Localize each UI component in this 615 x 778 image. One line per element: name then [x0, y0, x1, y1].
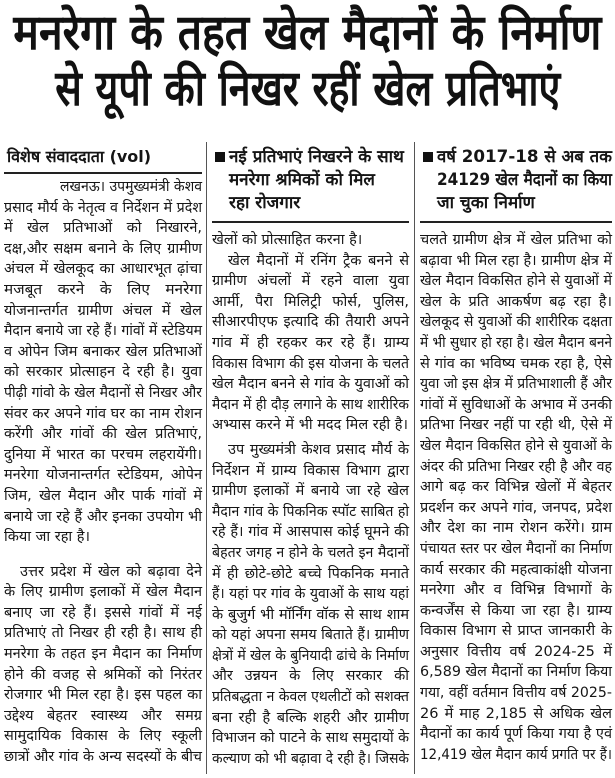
text-line [212, 749, 409, 770]
text-line [4, 603, 202, 624]
text-line-text: प्रतिबद्धता न केवल एथलीटों को सशक्त [212, 689, 409, 706]
text-line [420, 374, 612, 395]
text-line [4, 747, 202, 768]
text-line [4, 623, 202, 644]
text-line [212, 625, 409, 646]
text-line-text: खेल के प्रति आकर्षण बढ़ रहा है। [420, 293, 612, 310]
text-line-text: दक्ष,और सक्षम बनाने के लिए ग्रामीण [4, 240, 202, 257]
text-line-text: बनाए जा रहे हैं। इससे गांवों में नई [4, 604, 202, 621]
text-line-text: मनरेगा योजनान्तर्गत स्टेडियम, ओपेन [4, 467, 202, 484]
text-line-text: अभ्यास करने में भी मदद मिल रही है। [212, 417, 408, 434]
text-column-left [4, 177, 202, 768]
text-line-text: अंचल में खेलकूद का आधारभूत ढ़ांचा [4, 261, 202, 278]
text-line [4, 177, 202, 198]
text-line-text: रोजगार भी मिल रहा है। इस पहल का [4, 687, 202, 704]
text-line [212, 354, 409, 375]
text-line [420, 621, 612, 642]
text-line-text: 26 में माह 2,185 से अधिक खेल [420, 705, 612, 722]
text-line [212, 415, 409, 436]
headline-line-2-text: से यूपी की निखर रहीं खेल प्रतिभाएं [55, 60, 561, 117]
text-line [420, 251, 612, 272]
text-line-text: खेलों को प्रोत्साहित करना है। [212, 232, 363, 248]
text-line-text: गांवों में सुविधाओं के अभाव में उनकी [420, 396, 612, 413]
text-line [420, 683, 612, 704]
text-line-text: आर्मी, पैरा मिलिट्री फोर्स, पुलिस, [212, 293, 409, 310]
text-line-text: उत्तर प्रदेश में खेल को बढ़ावा देने [20, 563, 202, 580]
text-line [420, 354, 612, 375]
subhead-middle [212, 146, 409, 215]
text-line [212, 230, 409, 251]
text-line-text: मैदान बनाये जा रहे हैं। गांवों में स्टेडियम [4, 323, 202, 340]
subhead-line-text: वर्ष 2017-18 से अब तक [437, 147, 612, 167]
text-line [420, 560, 612, 581]
text-line-text: जिम, खेल मैदान और पार्क गांवों में [4, 487, 202, 504]
text-line-text: क्षेत्रों में खेल के बुनियादी ढांचे के निर्माण [212, 647, 409, 664]
subhead-line-text: रहा रोजगार [229, 193, 301, 213]
headline-line-2 [6, 61, 609, 117]
text-line-text: लखनऊ। उपमुख्यमंत्री केशव [60, 179, 202, 195]
text-line [4, 218, 202, 239]
text-line [212, 271, 409, 292]
text-line-text: कार्य सरकार की महत्वाकांक्षी योजना [420, 561, 612, 578]
text-line [212, 666, 409, 687]
text-line [4, 342, 202, 363]
text-line [4, 685, 202, 706]
text-line-text: सामुदायिक विकास के लिए स्कूली [4, 728, 202, 745]
text-line-text: को यहां अपना समय बिताते हैं। ग्रामीण [212, 627, 409, 644]
text-line-text: बना रही है बल्कि शहरी और ग्रामीण [212, 709, 409, 726]
text-line-text: करेंगी और गांवों की खेल प्रतिभाएं, [4, 426, 202, 443]
text-line [4, 424, 202, 445]
text-line-text: ग्रामीण इलाकों में बनाये जा रहे खेल [212, 483, 409, 500]
headline [6, 5, 609, 117]
text-line-text: कल्याण को भी बढ़ावा दे रही है। जिसके [212, 750, 409, 767]
text-column-middle [212, 230, 409, 769]
text-line [212, 646, 409, 667]
subhead-line [420, 169, 612, 192]
text-line-text: में खेल प्रतिभाओं को निखारने, [4, 220, 202, 237]
text-line-text: मैदान गांव के पिकनिक स्पॉट साबित हो [212, 503, 409, 520]
text-line [4, 280, 202, 301]
paragraph [420, 230, 612, 765]
text-line-text: में भी सुधार हो रहा है। खेल मैदान बनने [420, 334, 612, 351]
text-line [212, 374, 409, 395]
subhead-line-text: नई प्रतिभाएं निखरने के साथ [229, 147, 404, 167]
text-line [4, 362, 202, 383]
text-line [4, 562, 202, 583]
subhead-line-text: मनरेगा श्रमिकों को मिल [229, 170, 375, 190]
text-line [420, 539, 612, 560]
text-line [212, 312, 409, 333]
text-line-text: मनरेगा के तहत इन मैदान का निर्माण [4, 646, 202, 663]
text-line-text: में ही छोटे-छोटे बच्चे पिकनिक मनाते [212, 565, 409, 582]
text-line-text: ग्रामीण अंचलों में रहने वाला युवा [212, 273, 409, 290]
text-line [4, 259, 202, 280]
text-line [212, 687, 409, 708]
text-line-text: हैं। यहां पर गांव के युवाओं के साथ यहां [212, 586, 409, 603]
text-line [4, 465, 202, 486]
text-line [212, 440, 409, 461]
text-line [420, 745, 612, 766]
text-line [212, 481, 409, 502]
byline-text: विशेष संवाददाता (vol) [7, 147, 152, 166]
text-line [420, 477, 612, 498]
text-line [4, 383, 202, 404]
text-line [4, 239, 202, 260]
text-line [212, 728, 409, 749]
text-line-text: सीआरपीएफ इत्यादि की तैयारी अपने [212, 314, 409, 331]
text-line [420, 457, 612, 478]
text-line [420, 518, 612, 539]
text-line-text: कन्वर्जेंस से किया जा रहा है। ग्राम्य [420, 602, 612, 619]
text-line-text: बढ़ावा भी मिल रहा है। ग्रामीण क्षेत्र में [420, 252, 612, 269]
text-line [212, 461, 409, 482]
text-line [4, 706, 202, 727]
byline [7, 146, 203, 168]
text-line [420, 704, 612, 725]
text-line [420, 312, 612, 333]
text-line-text: गांव में ही रहकर कर रहे हैं। ग्राम्य [212, 334, 409, 351]
text-line [212, 605, 409, 626]
text-line [420, 271, 612, 292]
text-line-text: अंदर की प्रतिभा निखर रही है और वह [420, 458, 612, 475]
text-line-text: और उन्नयन के लिए सरकार की [212, 668, 409, 685]
text-line-text: उद्देश्य बेहतर स्वास्थ्य और समग्र [4, 707, 202, 724]
text-line [4, 507, 202, 528]
byline-rule [4, 172, 202, 174]
text-line-text: युवा जो इस क्षेत्र में प्रतिभाशाली हैं और [420, 376, 612, 393]
subhead-line [212, 169, 409, 192]
text-line-text: 12,419 खेल मैदान कार्य प्रगति पर हैं। [420, 746, 612, 763]
text-line-text: अनुसार वित्तीय वर्ष 2024-25 में [420, 643, 612, 660]
text-line-text: मैदानों का कार्य पूर्ण किया गया है एवं [420, 726, 612, 743]
text-line [212, 292, 409, 313]
text-line-text: छात्रों और गांव के अन्य सदस्यों के बीच [4, 749, 202, 766]
column-divider-right [414, 142, 415, 774]
text-line-text: को सरकार प्रोत्साहन दे रही है। युवा [4, 364, 202, 381]
text-line-text: मजबूत करने के लिए मनरेगा [4, 281, 202, 298]
text-line-text: के लिए ग्रामीण इलाकों में खेल मैदान [4, 584, 202, 601]
text-line-text: प्रतिभाएं तो निखर ही रही है। साथ ही [4, 625, 202, 642]
text-line [420, 436, 612, 457]
subhead-line-text: 24129 खेल मैदानों का किया [437, 170, 612, 190]
text-line-text: रहे हैं। गांव में आसपास कोई घूमने की [212, 524, 409, 541]
text-line-text: निर्देशन में ग्राम्य विकास विभाग द्वारा [212, 462, 409, 479]
text-line-text: पीढ़ी गांवो के खेल मैदानों से निखर और [4, 384, 202, 401]
subhead-right [420, 146, 612, 215]
text-line [420, 498, 612, 519]
text-line-text: से गांव का भविष्य चमक रहा है, ऐसे [420, 355, 612, 372]
text-line [212, 584, 409, 605]
text-line-text: गया, वहीं वर्तमान वित्तीय वर्ष 2025- [420, 685, 612, 702]
subhead-rule-right [420, 221, 612, 223]
text-line [420, 395, 612, 416]
headline-line-1-text: मनरेगा के तहत खेल मैदानों के निर्माण [13, 4, 602, 61]
text-line [420, 662, 612, 683]
paragraph [4, 562, 202, 768]
text-line-text: दुनिया में भारत का परचम लहरायेंगी। [4, 446, 202, 463]
text-line-text: विकास विभाग से प्राप्त जानकारी के [420, 623, 612, 640]
square-bullet-icon [215, 152, 225, 162]
column-divider-left [206, 142, 207, 774]
text-line [212, 395, 409, 416]
text-line-text: मनरेगा और व विभिन्न विभागों के [420, 582, 612, 599]
text-line [420, 601, 612, 622]
text-line-text: विकास विभाग की इस योजना के चलते [212, 355, 409, 372]
subhead-line [420, 192, 612, 215]
text-line [4, 301, 202, 322]
text-line-text: प्रदर्शन कर अपने गांव, जनपद, प्रदेश [420, 499, 612, 516]
headline-line-1 [6, 5, 609, 61]
text-line-text: खेल मैदान बनने से गांव के युवाओं को [212, 376, 409, 393]
text-line-text: बनाये जा रहे हैं और इनका उपयोग भी [4, 508, 202, 525]
text-line-text: खेल मैदानों में रनिंग ट्रैक बनने से [228, 252, 409, 269]
text-line [212, 564, 409, 585]
text-line-text: किया जा रहा है। [4, 529, 90, 546]
text-line [4, 726, 202, 747]
subhead-line [212, 192, 409, 215]
text-line [4, 644, 202, 665]
text-line [420, 292, 612, 313]
text-line-text: पंचायत स्तर पर खेल मैदानों का निर्माण [420, 540, 612, 557]
text-line-text: होने की वजह से श्रमिकों को निरंतर [4, 666, 202, 683]
subhead-line-text: जा चुका निर्माण [437, 193, 535, 213]
text-line-text: चलते ग्रामीण क्षेत्र में खेल प्रतिभा को [420, 232, 612, 248]
subhead-line [420, 146, 612, 169]
text-line-text: बेहतर जगह न होने के चलते इन मैदानों [212, 544, 409, 561]
paragraph [212, 440, 409, 770]
text-line [212, 502, 409, 523]
text-line [420, 230, 612, 251]
text-column-right [420, 230, 612, 765]
text-line [4, 486, 202, 507]
paragraph [4, 177, 202, 548]
text-line [212, 708, 409, 729]
paragraph [212, 230, 409, 251]
text-line-text: के बुजुर्ग भी मॉर्निंग वॉक से साथ शाम [212, 606, 409, 623]
text-line-text: 6,589 खेल मैदानों का निर्माण किया [420, 664, 612, 681]
text-line-text: योजनान्तर्गत ग्रामीण अंचल में खेल [4, 302, 202, 319]
text-line [420, 415, 612, 436]
text-line [420, 642, 612, 663]
text-line [212, 543, 409, 564]
text-line [212, 333, 409, 354]
text-line-text: व ओपेन जिम बनाकर खेल प्रतिभाओं [4, 343, 202, 360]
subhead-rule-middle [212, 221, 409, 223]
paragraph [212, 251, 409, 436]
text-line [4, 321, 202, 342]
text-line-text: संवर कर अपने गांव घर का नाम रोशन [4, 405, 202, 422]
text-line [420, 724, 612, 745]
text-line-text: आगे बढ़ कर विभिन्न खेलों में बेहतर [420, 479, 612, 496]
text-line [4, 404, 202, 425]
text-line-text: प्रसाद मौर्य के नेतृत्व व निर्देशन में प्रदेश [4, 199, 202, 216]
text-line [4, 198, 202, 219]
text-line [420, 580, 612, 601]
text-line [4, 582, 202, 603]
text-line [420, 333, 612, 354]
text-line-text: खेल मैदान विकसित होने से युवाओं में [420, 273, 612, 290]
text-line [212, 251, 409, 272]
text-line-text: और देश का नाम रोशन करेंगे। ग्राम [420, 520, 612, 537]
text-line [4, 527, 202, 548]
text-line-text: विभाजन को पाटने के साथ समुदायों के [212, 730, 409, 747]
text-line [4, 665, 202, 686]
text-line-text: उप मुख्यमंत्री केशव प्रसाद मौर्य के [228, 441, 409, 458]
text-line-text: खेलकूद से युवाओं की शारीरिक दक्षता [420, 314, 612, 331]
text-line-text: खेल मैदान विकसित होने से युवाओं के [420, 437, 612, 454]
square-bullet-icon [423, 152, 433, 162]
text-line [212, 522, 409, 543]
text-line-text: मैदान में ही दौड़ लगाने के साथ शारीरिक [212, 396, 409, 413]
subhead-line [212, 146, 409, 169]
text-line-text: प्रतिभा निखर नहीं पा रही थी, ऐसे में [420, 417, 612, 434]
text-line [4, 445, 202, 466]
